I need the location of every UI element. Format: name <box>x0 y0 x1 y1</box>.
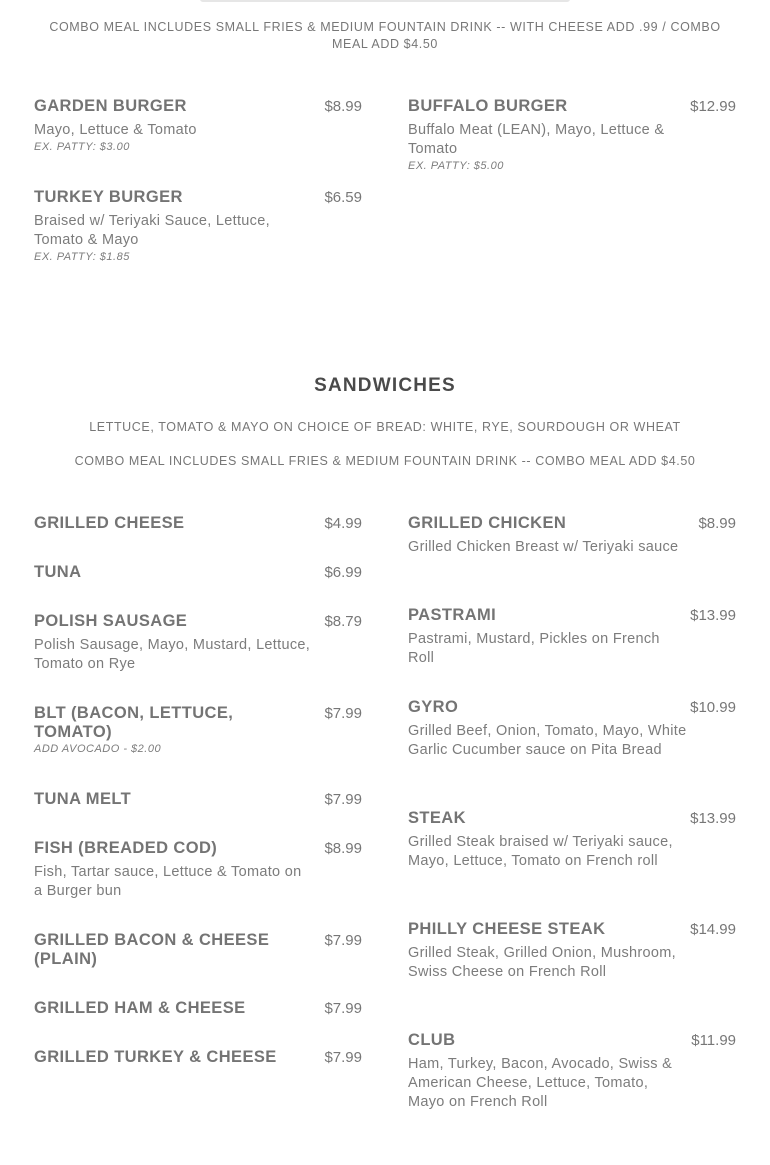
item-price: $8.79 <box>324 613 362 630</box>
item-description: Grilled Steak braised w/ Teriyaki sauce, Mayo, Lettuce, Tomato on French roll <box>408 834 673 869</box>
item-price: $7.99 <box>324 705 362 722</box>
item-name: BUFFALO BURGER <box>408 97 568 115</box>
item-price: $7.99 <box>324 1049 362 1066</box>
item-name: BLT (BACON, LETTUCE, TOMATO) <box>34 704 234 741</box>
item-name: GRILLED BACON & CHEESE (PLAIN) <box>34 931 270 968</box>
menu-item-fish <box>34 839 362 901</box>
item-extra: ADD AVOCADO - $2.00 <box>34 743 162 755</box>
item-price: $10.99 <box>690 699 736 716</box>
item-name: GRILLED CHICKEN <box>408 514 567 532</box>
item-description: Grilled Beef, Onion, Tomato, Mayo, White Garlic Cucumber sauce on Pita Bread <box>408 723 687 758</box>
item-description: Fish, Tartar sauce, Lettuce & Tomato on a Burger bun <box>34 864 302 899</box>
item-price: $4.99 <box>324 515 362 532</box>
menu-item-grilled-chicken <box>408 514 736 557</box>
item-price: $12.99 <box>690 98 736 115</box>
menu-item-turkey-burger <box>34 188 362 263</box>
item-description: Pastrami, Mustard, Pickles on French Roll <box>408 631 660 666</box>
item-price: $7.99 <box>324 1000 362 1017</box>
item-extra: EX. PATTY: $3.00 <box>34 141 130 153</box>
item-price: $7.99 <box>324 932 362 949</box>
item-name: PASTRAMI <box>408 606 497 624</box>
item-name: FISH (BREADED COD) <box>34 839 218 857</box>
item-description: Mayo, Lettuce & Tomato <box>34 122 197 138</box>
item-name: GRILLED TURKEY & CHEESE <box>34 1048 277 1066</box>
item-name: GARDEN BURGER <box>34 97 187 115</box>
item-name: GYRO <box>408 698 459 716</box>
item-extra: EX. PATTY: $1.85 <box>34 251 130 263</box>
item-price: $6.99 <box>324 564 362 581</box>
menu-item-gyro <box>408 698 736 760</box>
cropped-heading <box>200 0 570 4</box>
menu-item-grilled-ham-cheese <box>34 999 362 1018</box>
item-description: Grilled Steak, Grilled Onion, Mushroom, Swiss Cheese on French Roll <box>408 945 676 980</box>
item-description: Ham, Turkey, Bacon, Avocado, Swiss & American Cheese, Lettuce, Tomato, Mayo on French Roll <box>408 1056 673 1110</box>
bread-note: LETTUCE, TOMATO & MAYO ON CHOICE OF BREAD: WHITE, RYE, SOURDOUGH OR WHEAT <box>89 420 681 434</box>
menu-item-philly-cheese-steak <box>408 920 736 982</box>
item-name: TURKEY BURGER <box>34 188 183 206</box>
item-name: TUNA <box>34 563 82 581</box>
item-name: STEAK <box>408 809 466 827</box>
menu-item-blt <box>34 704 362 755</box>
menu-item-grilled-turkey-cheese <box>34 1048 362 1067</box>
item-name: CLUB <box>408 1031 456 1049</box>
item-price: $13.99 <box>690 607 736 624</box>
item-name: TUNA MELT <box>34 790 132 808</box>
item-price: $8.99 <box>698 515 736 532</box>
menu-item-pastrami <box>408 606 736 668</box>
menu-item-tuna-melt <box>34 790 362 809</box>
item-price: $8.99 <box>324 840 362 857</box>
item-price: $11.99 <box>691 1032 736 1049</box>
item-price: $7.99 <box>324 791 362 808</box>
menu-item-buffalo-burger <box>408 97 736 172</box>
menu-item-garden-burger <box>34 97 362 153</box>
menu-item-club <box>408 1031 736 1112</box>
menu-item-steak <box>408 809 736 871</box>
item-description: Braised w/ Teriyaki Sauce, Lettuce, Tomato & Mayo <box>34 213 270 248</box>
item-description: Buffalo Meat (LEAN), Mayo, Lettuce & Tomato <box>408 122 665 157</box>
section-title: SANDWICHES <box>314 375 456 396</box>
item-name: POLISH SAUSAGE <box>34 612 188 630</box>
burger-combo-note: COMBO MEAL INCLUDES SMALL FRIES & MEDIUM FOUNTAIN DRINK -- WITH CHEESE ADD .99 / COMBO MEAL ADD $4.50 <box>49 20 721 51</box>
item-name: PHILLY CHEESE STEAK <box>408 920 606 938</box>
item-price: $14.99 <box>690 921 736 938</box>
item-description: Grilled Chicken Breast w/ Teriyaki sauce <box>408 539 679 555</box>
menu-item-grilled-bacon-cheese <box>34 931 362 969</box>
item-name: GRILLED CHEESE <box>34 514 185 532</box>
item-description: Polish Sausage, Mayo, Mustard, Lettuce, Tomato on Rye <box>34 637 311 672</box>
menu-item-polish-sausage <box>34 612 362 674</box>
menu-item-grilled-cheese <box>34 514 362 533</box>
sandwich-combo-note: COMBO MEAL INCLUDES SMALL FRIES & MEDIUM FOUNTAIN DRINK -- COMBO MEAL ADD $4.50 <box>74 454 696 468</box>
menu-item-tuna <box>34 563 362 582</box>
item-name: GRILLED HAM & CHEESE <box>34 999 246 1017</box>
item-price: $13.99 <box>690 810 736 827</box>
item-price: $8.99 <box>324 98 362 115</box>
item-extra: EX. PATTY: $5.00 <box>408 160 504 172</box>
item-price: $6.59 <box>324 189 362 206</box>
